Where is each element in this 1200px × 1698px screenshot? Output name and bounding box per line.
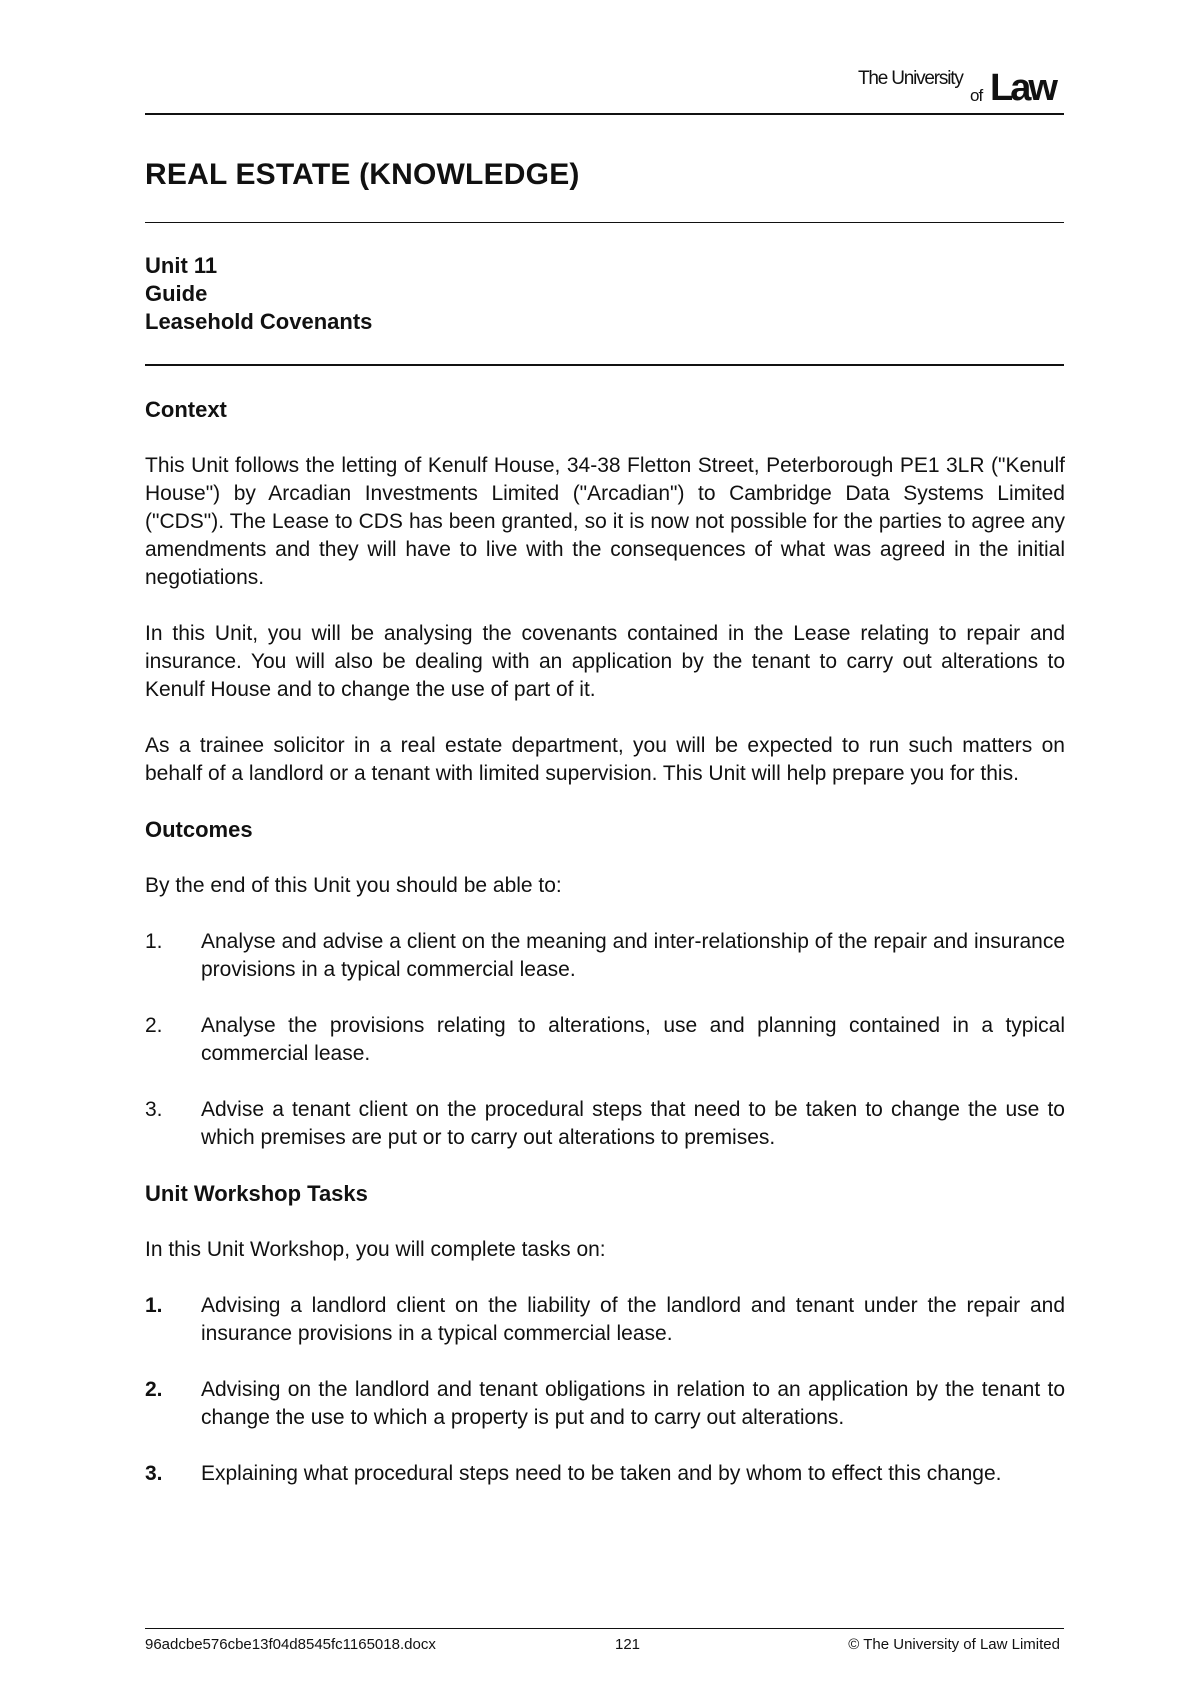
unit-rule (145, 364, 1064, 366)
unit-subject: Leasehold Covenants (145, 309, 373, 334)
document-title: REAL ESTATE (KNOWLEDGE) (145, 158, 580, 191)
task-number: 3. (145, 1462, 163, 1485)
workshop-task-item (145, 1460, 1065, 1488)
outcome-text: Advise a tenant client on the procedural steps that need to be taken to change the use to which premises are put or to carry out alterations to premises. (201, 1098, 1065, 1149)
outcome-number: 3. (145, 1098, 163, 1121)
workshop-task-item (145, 1292, 1065, 1348)
unit-info (145, 252, 372, 336)
footer-rule (145, 1628, 1064, 1629)
outcome-number: 1. (145, 930, 163, 953)
workshop-intro: In this Unit Workshop, you will complete tasks on: (145, 1238, 606, 1261)
task-number: 1. (145, 1294, 163, 1317)
workshop-heading: Unit Workshop Tasks (145, 1181, 368, 1206)
outcomes-intro: By the end of this Unit you should be able to: (145, 874, 562, 897)
footer-copyright: © The University of Law Limited (848, 1636, 1060, 1653)
logo-of: of (970, 86, 983, 105)
outcome-item (145, 1096, 1065, 1152)
task-number: 2. (145, 1378, 163, 1401)
context-paragraph: This Unit follows the letting of Kenulf House, 34-38 Fletton Street, Peterborough PE1 3LR ("Kenulf House") by Arcadian Investments Limited ("Arcadian") to Cambridge Data Systems Limited ("CDS"). The Lease to CDS has been granted, so it is now not possible for the parties to agree any amendments and they will have to live with the consequences of what was agreed in the initial negotiations. (145, 454, 1065, 589)
context-paragraph: In this Unit, you will be analysing the covenants contained in the Lease relating to repair and insurance. You will also be dealing with an application by the tenant to carry out alterations to Kenulf House and to change the use of part of it. (145, 622, 1065, 701)
outcomes-heading: Outcomes (145, 817, 253, 842)
context-heading: Context (145, 397, 227, 422)
unit-type: Guide (145, 281, 208, 306)
task-text: Advising a landlord client on the liability of the landlord and tenant under the repair and insurance provisions in a typical commercial lease. (201, 1294, 1065, 1345)
footer-filename: 96adcbe576cbe13f04d8545fc1165018.docx (145, 1636, 436, 1653)
unit-number: Unit 11 (145, 253, 218, 278)
outcome-item (145, 928, 1065, 984)
header-rule (145, 113, 1064, 115)
university-of-law-logo (858, 66, 1068, 109)
task-text: Explaining what procedural steps need to be taken and by whom to effect this change. (201, 1462, 1002, 1485)
context-paragraph: As a trainee solicitor in a real estate department, you will be expected to run such matters on behalf of a landlord or a tenant with limited supervision. This Unit will help prepare you for this. (145, 734, 1065, 785)
document-body (145, 396, 1065, 1516)
footer-page-number: 121 (615, 1636, 641, 1653)
logo-law: Law (990, 67, 1055, 109)
outcome-text: Analyse and advise a client on the meaning and inter-relationship of the repair and insurance provisions in a typical commercial lease. (201, 930, 1065, 981)
workshop-task-item (145, 1376, 1065, 1432)
outcome-item (145, 1012, 1065, 1068)
logo-line1: The University (858, 68, 963, 89)
outcome-text: Analyse the provisions relating to alterations, use and planning contained in a typical commercial lease. (201, 1014, 1065, 1065)
outcome-number: 2. (145, 1014, 163, 1037)
task-text: Advising on the landlord and tenant obligations in relation to an application by the tenant to change the use to which a property is put and to carry out alterations. (201, 1378, 1065, 1429)
title-rule (145, 222, 1064, 223)
